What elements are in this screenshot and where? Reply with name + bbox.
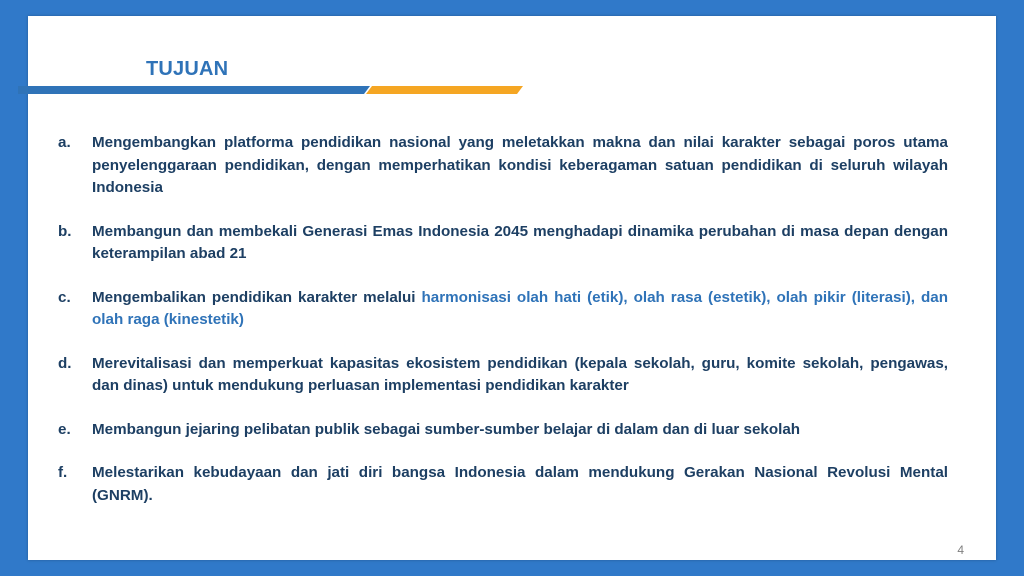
list-item-text: Membangun jejaring pelibatan publik sebagai sumber-sumber belajar di dalam dan di luar sekolah [92, 420, 801, 438]
title-underline-bar [18, 86, 523, 94]
list-item [58, 353, 948, 398]
page-number: 4 [957, 543, 964, 557]
list-marker: b. [58, 222, 72, 240]
list-marker: c. [58, 288, 71, 306]
list-item-highlight: harmonisasi olah hati (etik), olah rasa (estetik), olah pikir (literasi), dan olah raga (kinestetik) [92, 288, 948, 328]
list-marker: d. [58, 354, 72, 372]
list-item-text: Membangun dan membekali Generasi Emas Indonesia 2045 menghadapi dinamika perubahan di masa depan dengan keterampilan abad 21 [92, 222, 948, 262]
title-bar-blue [18, 86, 370, 94]
list-item [58, 132, 948, 200]
objectives-list [58, 132, 948, 528]
list-item [58, 419, 948, 442]
list-item [58, 221, 948, 266]
list-marker: e. [58, 420, 71, 438]
slide-title: TUJUAN [146, 58, 229, 80]
list-item-text: Merevitalisasi dan memperkuat kapasitas ekosistem pendidikan (kepala sekolah, guru, komite sekolah, pengawas, dan dinas) untuk mendukung perluasan implementasi pendidikan karakter [92, 354, 948, 394]
list-marker: f. [58, 464, 68, 481]
list-item [58, 287, 948, 332]
list-item-text: Mengembalikan pendidikan karakter melalui [92, 288, 422, 306]
list-item-text: Mengembangkan platforma pendidikan nasional yang meletakkan makna dan nilai karakter sebagai poros utama penyelenggaraan pendidikan, dengan memperhatikan kondisi keberagaman satuan pendidikan di seluruh wilayah Indonesia [92, 134, 948, 196]
slide [28, 16, 996, 560]
list-item-text: Melestarikan kebudayaan dan jati diri bangsa Indonesia dalam mendukung Gerakan Nasional Revolusi Mental (GNRM). [92, 464, 948, 504]
title-bar-orange [366, 86, 523, 94]
list-item [58, 462, 948, 507]
list-marker: a. [58, 134, 71, 151]
